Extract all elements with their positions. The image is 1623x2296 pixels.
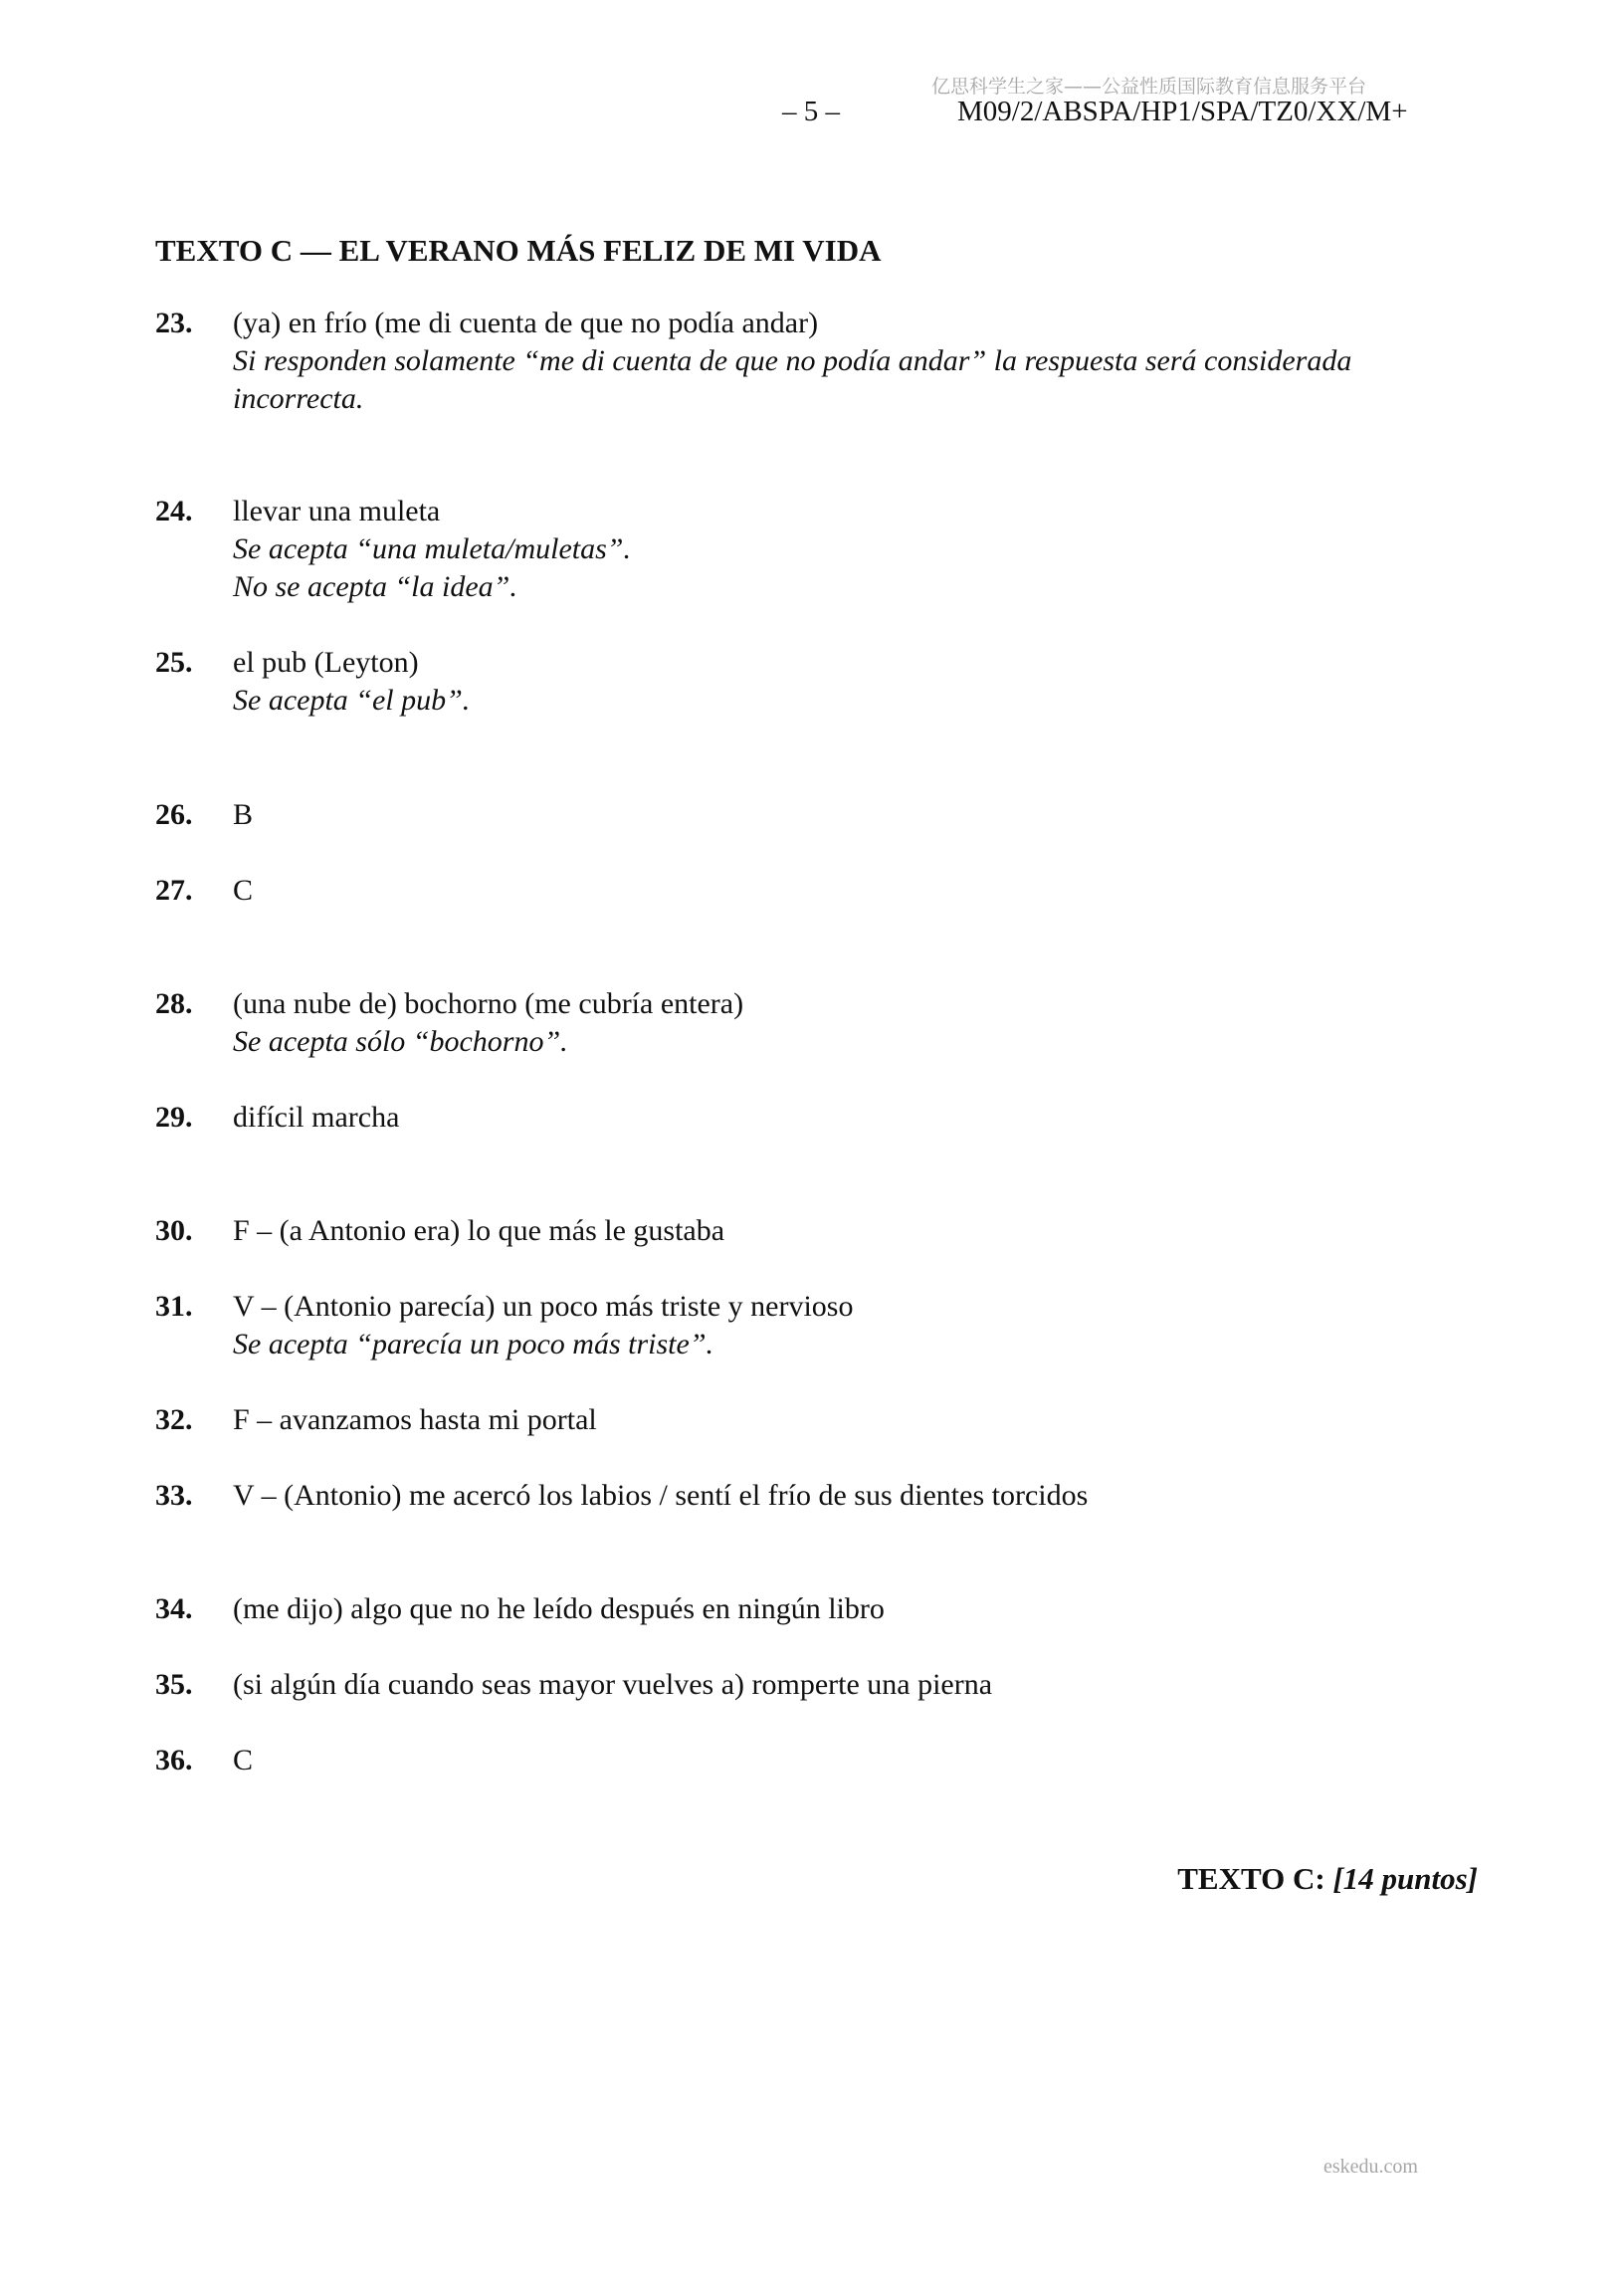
item-answer: V – (Antonio parecía) un poco más triste y nervioso bbox=[233, 1290, 854, 1323]
item-number: 35. bbox=[155, 1668, 193, 1701]
item-answer: (si algún día cuando seas mayor vuelves a) romperte una pierna bbox=[233, 1668, 993, 1701]
footer-watermark: eskedu.com bbox=[1323, 2156, 1418, 2178]
item-answer: llevar una muleta bbox=[233, 495, 441, 527]
item-number: 26. bbox=[155, 798, 193, 831]
section-total bbox=[1177, 1861, 1478, 1897]
page-number: – 5 – bbox=[782, 96, 840, 127]
item-answer: el pub (Leyton) bbox=[233, 646, 419, 679]
item-number: 24. bbox=[155, 495, 193, 527]
item-note: Se acepta “una muleta/muletas”. bbox=[233, 532, 631, 565]
item-number: 30. bbox=[155, 1214, 193, 1247]
item-number: 33. bbox=[155, 1479, 193, 1512]
item-note: Se acepta “parecía un poco más triste”. bbox=[233, 1328, 714, 1360]
total-label: TEXTO C: bbox=[1177, 1861, 1325, 1896]
document-code: M09/2/ABSPA/HP1/SPA/TZ0/XX/M+ bbox=[957, 96, 1408, 127]
item-answer: C bbox=[233, 1744, 254, 1776]
item-answer: C bbox=[233, 874, 254, 907]
item-answer: (me dijo) algo que no he leído después en ningún libro bbox=[233, 1592, 885, 1625]
item-note: No se acepta “la idea”. bbox=[233, 570, 517, 603]
total-points: [14 puntos] bbox=[1332, 1861, 1478, 1896]
item-note: Si responden solamente “me di cuenta de que no podía andar” la respuesta será considerada incorrecta. bbox=[233, 344, 1352, 415]
header-watermark: 亿思科学生之家——公益性质国际教育信息服务平台 bbox=[931, 76, 1367, 98]
item-answer: F – (a Antonio era) lo que más le gustaba bbox=[233, 1214, 725, 1247]
item-note: Se acepta “el pub”. bbox=[233, 684, 471, 717]
item-number: 36. bbox=[155, 1744, 193, 1776]
item-number: 23. bbox=[155, 307, 193, 339]
item-answer: (una nube de) bochorno (me cubría entera) bbox=[233, 987, 744, 1020]
item-number: 32. bbox=[155, 1403, 193, 1436]
item-number: 34. bbox=[155, 1592, 193, 1625]
item-number: 25. bbox=[155, 646, 193, 679]
item-answer: V – (Antonio) me acercó los labios / sentí el frío de sus dientes torcidos bbox=[233, 1479, 1089, 1512]
item-number: 27. bbox=[155, 874, 193, 907]
section-title: TEXTO C — EL VERANO MÁS FELIZ DE MI VIDA bbox=[155, 233, 882, 268]
item-answer: F – avanzamos hasta mi portal bbox=[233, 1403, 597, 1436]
item-note: Se acepta sólo “bochorno”. bbox=[233, 1025, 568, 1058]
item-number: 28. bbox=[155, 987, 193, 1020]
item-number: 29. bbox=[155, 1101, 193, 1134]
item-answer: (ya) en frío (me di cuenta de que no podía andar) bbox=[233, 307, 819, 339]
item-number: 31. bbox=[155, 1290, 193, 1323]
item-answer: difícil marcha bbox=[233, 1101, 400, 1134]
item-answer: B bbox=[233, 798, 254, 831]
